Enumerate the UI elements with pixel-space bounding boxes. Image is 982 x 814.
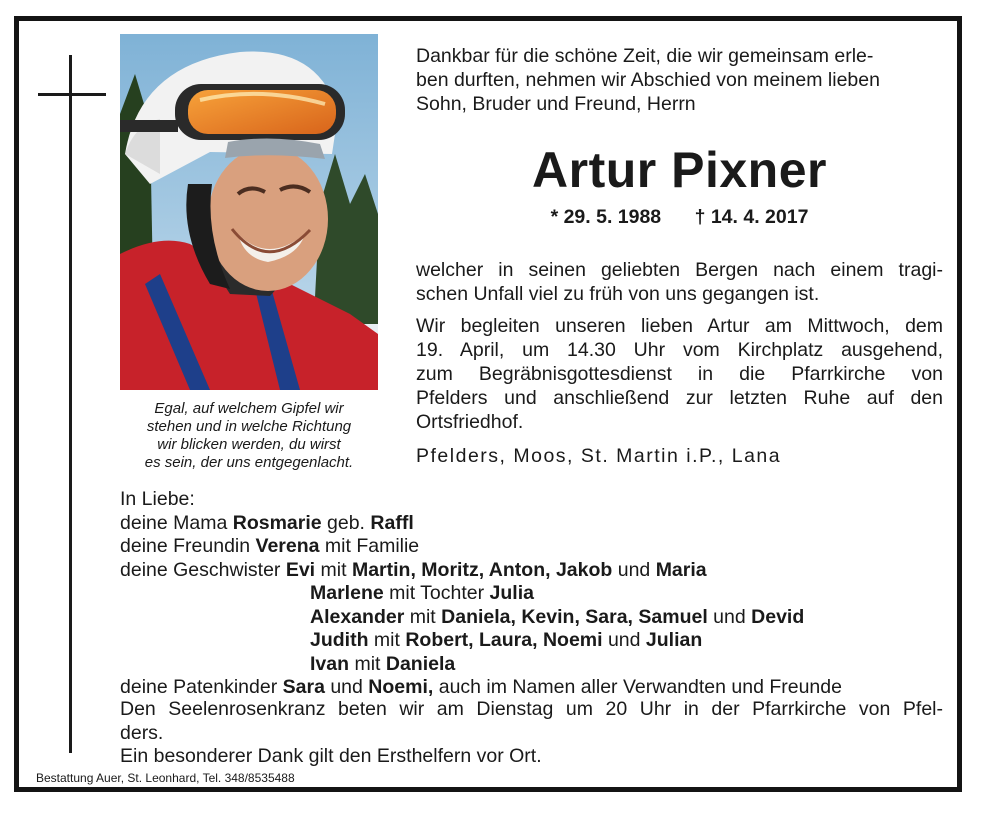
paragraph-line: schen Unfall viel zu früh von uns gegangen ist.	[416, 283, 820, 305]
paragraph-funeral	[416, 314, 943, 434]
closing-line: Ein besonderer Dank gilt den Ersthelfern vor Ort.	[120, 745, 542, 767]
portrait-photo-skier-helmet-goggles-icon	[120, 34, 378, 390]
family-row-sibling: Alexander mit Daniela, Kevin, Sara, Samuel und Devid	[310, 605, 805, 628]
family-row-sibling: deine Geschwister Evi mit Martin, Moritz, Anton, Jakob und Maria	[120, 558, 707, 581]
mama-name: Rosmarie	[232, 511, 322, 534]
portrait-photo	[120, 34, 378, 390]
closing-line: Den Seelenrosenkranz beten wir am Dienstag um 20 Uhr in der Pfarrkirche von Pfel-	[120, 698, 943, 720]
paragraph-line: Wir begleiten unseren lieben Artur am Mittwoch, dem	[416, 315, 943, 337]
intro-text	[416, 44, 880, 116]
funeral-home-footer: Bestattung Auer, St. Leonhard, Tel. 348/8535488	[36, 771, 295, 785]
family-row-sibling: Ivan mit Daniela	[310, 652, 456, 675]
sibling-name: Ivan	[310, 652, 350, 675]
sibling-name: Alexander	[310, 605, 405, 628]
closing-line: ders.	[120, 721, 164, 744]
paragraph-circumstances	[416, 258, 943, 306]
caption-line: wir blicken werden, du wirst	[157, 436, 341, 453]
sibling-name: Marlene	[310, 582, 384, 604]
paragraph-line: Ortsfriedhof.	[416, 411, 524, 433]
cross-icon-vertical	[69, 55, 72, 753]
caption-line: es sein, der uns entgegenlacht.	[144, 454, 354, 471]
paragraph-line: zum Begräbnisgottesdienst in die Pfarrkirche von	[416, 363, 943, 385]
family-list	[120, 488, 842, 700]
photo-caption	[118, 400, 380, 472]
family-row-freundin: deine Freundin Verena mit Familie	[120, 535, 420, 557]
caption-line: stehen und in welche Richtung	[146, 418, 352, 435]
intro-line: ben durften, nehmen wir Abschied von meinem lieben	[416, 69, 880, 91]
places-line: Pfelders, Moos, St. Martin i.P., Lana	[416, 445, 782, 467]
deceased-name: Artur Pixner	[532, 142, 827, 198]
paragraph-line: welcher in seinen geliebten Bergen nach einem tragi-	[416, 259, 943, 281]
paragraph-line: Pfelders und anschließend zur letzten Ruhe auf den	[416, 387, 943, 409]
death-date: † 14. 4. 2017	[694, 206, 809, 228]
family-row-sibling: Marlene mit Tochter Julia	[310, 582, 534, 604]
closing-text	[120, 698, 943, 769]
cross-icon-horizontal	[38, 93, 106, 96]
intro-line: Sohn, Bruder und Freund, Herrn	[416, 93, 696, 115]
birth-date: * 29. 5. 1988	[550, 206, 662, 228]
life-dates	[416, 204, 943, 230]
family-row-sibling: Judith mit Robert, Laura, Noemi und Julian	[310, 629, 703, 651]
sibling-name: Evi	[285, 558, 316, 581]
family-row-patenkinder: deine Patenkinder Sara und Noemi, auch im Namen aller Verwandten und Freunde	[120, 676, 842, 698]
intro-line: Dankbar für die schöne Zeit, die wir gemeinsam erle-	[416, 45, 874, 67]
caption-line: Egal, auf welchem Gipfel wir	[154, 400, 344, 417]
sibling-name: Judith	[310, 629, 369, 651]
paragraph-line: 19. April, um 14.30 Uhr vom Kirchplatz ausgehend,	[416, 339, 943, 361]
family-heading: In Liebe:	[120, 488, 195, 510]
family-row-mama: deine Mama Rosmarie geb. Raffl	[120, 511, 414, 534]
mama-maiden-name: Raffl	[370, 511, 414, 534]
freundin-name: Verena	[255, 535, 320, 557]
